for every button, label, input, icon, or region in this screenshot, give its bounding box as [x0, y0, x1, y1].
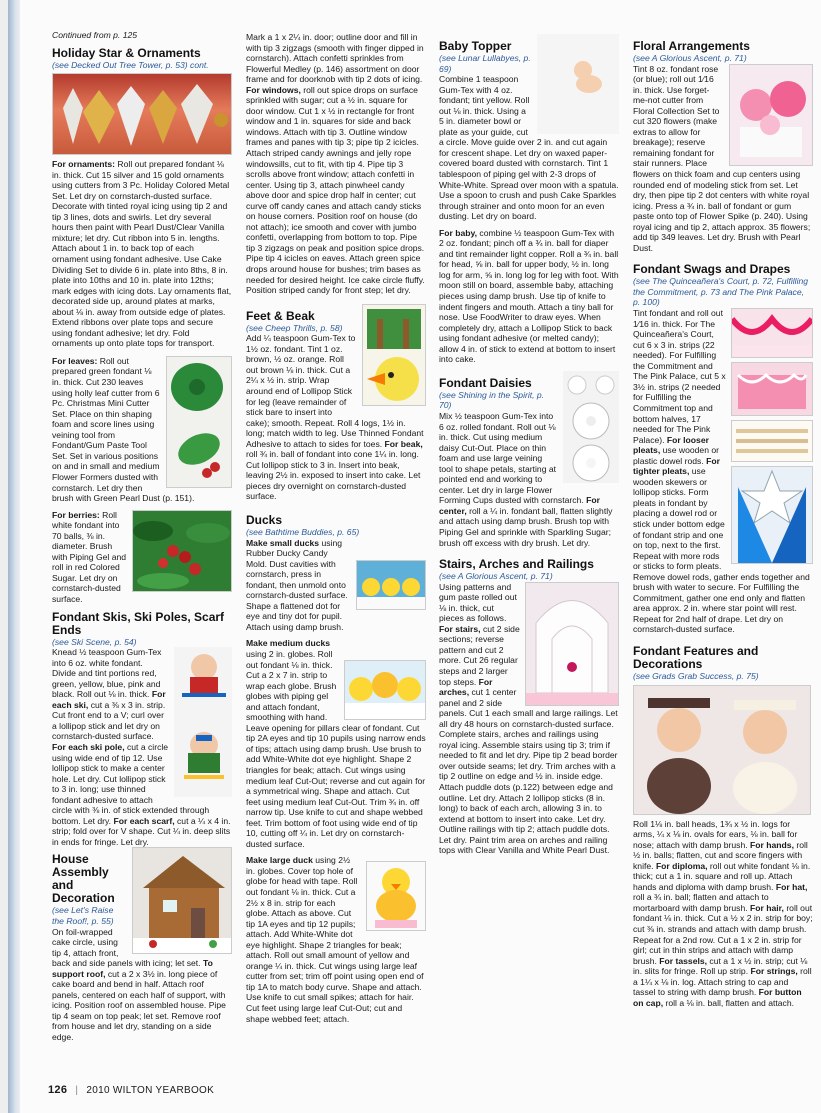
heading-daisies: Fondant Daisies — [439, 375, 532, 390]
source-floral: (see A Glorious Ascent, p. 71) — [633, 53, 747, 63]
source-skis: (see Ski Scene, p. 54) — [52, 636, 137, 647]
source-ducks: (see Bathtime Buddies, p. 65) — [246, 526, 360, 537]
text-feet: Add ¼ teaspoon Gum-Tex to 1½ oz. fondant. Tint 1 oz. brown, ½ oz. orange. Roll out brown ⅛ in. thick. Cut a 2¼ x ½ in. strip. Wrap around end of Lollipop Stick for leg (leave remainder of stick bare to insert into cake); smooth. Repeat. Roll 4 logs, 1½ in. long; match width to leg. Use Thinned Fondant Adhesive to attach to sides for toes. For beak, roll ¾ in. ball of fondant into cone 1¼ in. long. Cut lollipop stick to 3 in. Insert into beak, leaving 2½ in. exposed to insert into cake. Let pieces dry overnight on cornstarch-dusted surface. — [246, 333, 424, 502]
grads-photo — [633, 685, 811, 815]
small-ducks-photo — [356, 560, 426, 610]
berries-photo — [132, 510, 232, 592]
source-swags: (see The Quinceañera's Court, p. 72, Fulfilling the Commitment, p. 73 and The Pink Palace, p. 100) — [633, 276, 809, 308]
holly-leaves-illustration — [167, 357, 231, 487]
source-stairs: (see A Glorious Ascent, p. 71) — [439, 571, 553, 582]
column-2 — [246, 32, 426, 1024]
text-medium-ducks: Make medium ducks using 2 in. globes. Roll out fondant ⅛ in. thick. Cut a 2 x 7 in. strip to wrap each globe. Brush globes with piping gel and attach fondant, smoothing with hand. Leave opening for pillars clear of fondant. Cut tip 2A eyes and tip 10 pupils using narrow ends of tips; attach using damp brush. Use brush to add White-White dot eye highlight. Shape 2 triangles for beak; attach. Cut wings using medium leaf Cut-Out; reverse and cut again for a symmetrical wing. Shape and attach. Cut feet using medium leaf Cut-Out. Trim ¾ in. off narrow tip. Use knife to cut and shape webbed feet. Trim bottom of foot using wide end of tip 10, cutting off ¼ in. Let dry on cornstarch-dusted surface. — [246, 638, 426, 849]
large-duck-illustration — [367, 862, 425, 930]
heading-features: Fondant Features and Decorations — [633, 643, 759, 671]
text-leaves: For leaves: Roll out prepared green fondant ⅛ in. thick. Cut 230 leaves using holly leaf cutter from 6 Pc. Christmas Mini Cutter Set. Place on thin shaping foam and score lines using veining tool from Fondant/Gum Paste Tool Set. Set in various positions on and in small and medium Flower Formers dusted with cornstarch. Let dry then brush with Green Pearl Dust (p. 151). — [52, 355, 195, 504]
baby-moon-illustration — [537, 34, 619, 134]
graduates-illustration — [634, 686, 810, 814]
text-ornaments: For ornaments: Roll out prepared fondant ⅛ in. thick. Cut 15 silver and 15 gold ornaments using cutters from 3 Pc. Holiday Colored Metal Set. Let dry on cornstarch-dusted surface. Decorate with tinted royal icing using tip 2 and tip 3 lines, dots and swirls. Let dry several hours then paint with Pearl Dust/Clear Vanilla mixture; let dry. Cut ribbon into 5 in. lengths. Attach about 1 in. to back top of each ornament using fondant adhesive. Use Cake Dividing Set to divide 6 in. plate into 8ths, 8 in. plate into 10ths and 10 in. plate into 12ths; mark edges with icing dots. Lay ornaments flat, decorated side up, around plates at marks, about ⅛ in. away from outside edge of plates. Extend ribbons over plate tops and secure using fondant adhesive; let dry. Fold ornaments up onto plate tops for transport. — [52, 159, 232, 349]
heading-skis: Fondant Skis, Ski Poles, Scarf Ends — [52, 609, 225, 637]
arches-photo — [525, 582, 619, 706]
page-number: 126 — [48, 1084, 68, 1096]
source-feet: (see Cheep Thrills, p. 58) — [246, 322, 343, 333]
ski-figures-illustration — [174, 647, 232, 797]
leaves-photo — [166, 356, 232, 488]
text-large-duck: Make large duck using 2½ in. globes. Cover top hole of globe for head with tape. Roll out fondant ⅛ in. thick. Cut a 2½ x 8 in. strip for each globe. Attach as above. Cut tip 1A eyes and tip 12 pupils; attach. Add White-White dot eye highlight. Shape 2 triangles for beak; attach. Roll out small amount of yellow and orange ¼ in. thick. Cut wings using large leaf cutter from set; trim off point using open end of tip 1A to match body curve. Shape and attach. Use knife to cut small spikes; attach for hair. Cut feet using large leaf Cut-Out; cut and shape webbed feet; attach. — [246, 855, 424, 1024]
heading-house: House Assembly and Decoration — [52, 852, 115, 906]
text-features: Roll 1⅛ in. ball heads, 1¾ x ½ in. logs for arms, ¼ x ⅛ in. ovals for ears, ⅛ in. ball for nose; attach with damp brush. For hands, roll ½ in. balls; flatten, cut and score fingers with knife. For diploma, roll out white fondant ⅛ in. thick; cut a 1 in. square and roll up. Attach hands and diploma with damp brush. For hat, roll a ¾ in. ball; flatten and attach to mortarboard with damp brush. For hair, roll out fondant ⅛ in. thick. Cut a ½ x 2 in. strip for boy; cut ⅜ in. strands and attach with damp brush. Repeat for a 2nd row. Cut a 1 x 2 in. strip for girl; cut in thin strips and attach with damp brush. For tassels, cut a 1 x ½ in. strip; cut ⅛ in. slits for fringe. Roll up strip. For strings, roll a 1¼ x ⅛ in. log. Attach string to cap and tassel to string with damp brush. For button on cap, roll a ⅛ in. ball, flatten and attach. — [633, 818, 813, 1008]
text-baby: Combine 1 teaspoon Gum-Tex with 4 oz. fondant; tint yellow. Roll out ⅛ in. thick. Using a 5 in. diameter bowl or plate as your guide, cut a circle. Move guide over 2 in. and cut again for crescent shape. Let dry on waxed paper-covered board dusted with cornstarch. Tint 1 tablespoon of piping gel with 2-3 drops of White-White. Spread over moon with a spatula. Use a spoon to crush and push Cake Sparkles through strainer and onto moon for an even dusting. Let dry on board. — [439, 74, 619, 222]
column-1 — [52, 30, 232, 1043]
page — [8, 0, 821, 1113]
floral-illustration — [730, 65, 812, 165]
swags-photo-2 — [731, 362, 813, 416]
swags-photo-1 — [731, 308, 813, 358]
drapes-photo — [731, 466, 813, 564]
text-floral: Tint 8 oz. fondant rose (or blue); roll out 1⁄16 in. thick. Use forget-me-not cutter from Floral Collection Set to cut 320 flowers (make extras to allow for breakage); reserve remaining fondant for stair runners. Place flowers on thick foam and cup centers using rounded end of modeling stick from set. Let dry, then pipe tip 2 dot centers with white royal icing. Press a ¾ in. ball of fondant or gum paste onto top of Flower Spike (p. 240). Using royal icing and tip 2, attach approx. 35 flowers; add tip 349 leaves. Let dry. Brush with Pearl Dust. — [633, 63, 811, 253]
blue-drapes-illustration — [732, 467, 812, 563]
medium-ducks-illustration — [345, 661, 425, 719]
source-daisies: (see Shining in the Spirit, p. 70) — [439, 389, 545, 411]
berries-illustration — [133, 511, 231, 591]
pink-palace-illustration — [732, 363, 812, 415]
ornaments-illustration — [53, 74, 231, 154]
column-3 — [439, 34, 619, 856]
text-swags: Tint fondant and roll out 1⁄16 in. thick. For The Quinceañera's Court, cut 6 x 3 in. strips (22 needed). For Fulfilling the Commitment and The Pink Palace, cut 5 x 3½ in. strips (2 needed for Fulfilling the Commitment top and bottom halves, 17 needed for The Pink Palace). For looser pleats, use wooden or plastic dowel rods. For tighter pleats, use wooden skewers or lollipop sticks. Form pleats in fondant by placing a dowel rod or stick under bottom edge of fondant strip and one on top, next to the first. Repeat with more rods or sticks to form pleats. Remove dowel rods, gather ends together and brush with water to secure. For Fulfilling the Commitment, gather one end only and flatten area approx. 2 in. where star point will rest. Repeat for 2nd half of drape. Let dry on cornstarch-dusted surface. — [633, 308, 810, 635]
heading-swags: Fondant Swags and Drapes — [633, 262, 791, 277]
heading-baby: Baby Topper — [439, 39, 512, 53]
heading-holiday: Holiday Star & Ornaments — [52, 45, 201, 60]
feet-photo — [362, 304, 426, 406]
text-skis: Knead ½ teaspoon Gum-Tex into 6 oz. white fondant. Divide and tint portions red, green, yellow, blue, pink and black. Roll out ⅛ in. thick. For each ski, cut a ⅜ x 3 in. strip. Cut front end to a V; curl over a lollipop stick and let dry on cornstarch-dusted surface. For each ski pole, cut a circle using wide end of tip 12. Use lollipop stick to make a center hole. Let dry. Cut lollipop stick to 3 in. long; use thinned fondant adhesive to attach circle with ⅜ in. of stick extended through bottom. Let dry. For each scarf, cut a ¼ x 4 in. strip; fold over for V shape. Cut ¼ in. deep slits in ends for fringe. Let dry. — [52, 647, 231, 847]
baby-topper-photo — [537, 34, 619, 134]
text-small-ducks: Make small ducks using Rubber Ducky Candy Mold. Dust cavities with cornstarch, press in fondant, then unmold onto cornstarch-dusted surface. Shape a flattened dot for eye and tiny dot for pupil. Attach using damp brush. — [246, 537, 348, 632]
source-holiday: (see Decked Out Tree Tower, p. 53) cont. — [52, 59, 209, 70]
heading-floral: Floral Arrangements — [633, 39, 750, 53]
heading-feet: Feet & Beak — [246, 308, 315, 323]
dowel-rods-illustration — [732, 421, 812, 461]
footer-separator: | — [75, 1085, 79, 1096]
source-house: (see Let's Raise the Roof!, p. 55) — [52, 905, 114, 926]
footer-publication: 2010 WILTON YEARBOOK — [86, 1085, 215, 1096]
text-stairs: Using patterns and gum paste rolled out ⅛ in. thick, cut pieces as follows. For stairs, cut 2 side sections; reverse pattern and cut 2 more. Cut 26 regular steps and 2 larger top steps. For arches, cut 1 center panel and 2 side panels. Cut 1 each small and large railings. Let all dry 48 hours on cornstarch-dusted surface. Complete stairs, arches and railings using royal icing. Assemble stairs using tip 3; trim if needed to fit and let dry. Pipe tip 2 bead border over outside seams; let dry. Trim arches with a tip 2 outline on edge and ½ in. inside edge. Attach puddle dots (p.122) between edge and outline. Let dry. Attach 2 lollipop sticks (8 in. long) to back of each arch, allowing 3 in. to extend at bottom to insert into cake. Let dry. Outline railings with tip 2; attach puddle dots. Let dry. Paint trim area on arches and railing tops with Clear Vanilla and White Pearl Dust. — [439, 581, 618, 856]
chick-feet-beak-illustration — [363, 305, 425, 405]
daisies-photo — [563, 371, 619, 483]
source-features: (see Grads Grab Success, p. 75) — [633, 670, 759, 681]
floral-photo — [729, 64, 813, 166]
text-for-baby: For baby, combine ½ teaspoon Gum-Tex with 2 oz. fondant; pinch off a ¾ in. ball for diaper and tint remainder light copper. Roll a ¾ in. ball for head, ⅝ in. ball for upper body, ½ in. long log for arm, ⅝ in. long log for leg with foot. With moon still on board, assemble baby, attaching pieces using damp brush. Use tip of knife to indent fingers and mouth. Attach a tiny ball for nose. Use FoodWriter to draw eyes. When completely dry, attach a Lollipop Stick to back using fondant adhesive (or melted candy); allow 4 in. of stick to extend at bottom to insert into cake. — [439, 227, 619, 365]
large-duck-photo — [366, 861, 426, 931]
source-baby: (see Lunar Lullabyes, p. 69) — [439, 53, 531, 74]
house-photo — [132, 847, 232, 954]
pink-swags-illustration — [732, 309, 812, 357]
text-house-cont: Mark a 1 x 2¼ in. door; outline door and fill in with tip 3 zigzags (smooth with finger dipped in cornstarch). Attach confetti sprinkles from Flowerful Medley (p. 146) assortment on door frame and for doorknob with tip 2 dots of icing. For windows, roll out spice drops on surface sprinkled with sugar; cut a ½ in. square for door window. Cut 1 x ½ in rectangle for front window and 1 in. squares for side and back windows. Attach with tip 3. Outline window frames and panes with tip 3; pipe tip 2 icicles. Attach striped candy awnings and jelly rope windowsills, cut to fit, with tip 4. Pipe tip 3 scrolls above front window; attach confetti in center. Using tip 3, attach pinwheel candy above door and spice drop half in center; cut curve off candy canes and attach candy sticks on house corners. Position roof on house (do not attach); ice smooth and cover with jumbo confetti, overlapping from bottom to top. Pipe tip 3 zigzags on peak and position spice drops. Pipe tip 4 icicles on eaves. Attach green spice drops around house for bushes; trim bases as needed for desired height. Ice cake circle fluffy. Position striped candy for front step; let dry. — [246, 32, 425, 296]
arches-illustration — [526, 583, 618, 705]
text-house: On foil-wrapped cake circle, using tip 4, attach front, back and side panels with icing; let set. To support roof, cut a 2 x 3½ in. long piece of cake board and bend in half. Attach roof panels, centered on each half of support, with icing. Position roof on assembled house. Pipe tip 4 seam on top peak; let set. Remove roof from house and let dry, standing on a side edge. — [52, 926, 226, 1043]
page-footer — [48, 1084, 214, 1096]
page-edge-shadow — [8, 0, 20, 1113]
heading-stairs: Stairs, Arches and Railings — [439, 557, 594, 572]
small-ducks-illustration — [357, 561, 425, 609]
dowel-rods-photo — [731, 420, 813, 462]
skis-photo — [174, 647, 232, 797]
continued-note: Continued from p. 125 — [52, 30, 138, 40]
heading-ducks: Ducks — [246, 512, 283, 527]
text-daisies: Mix ½ teaspoon Gum-Tex into 6 oz. rolled fondant. Roll out ⅛ in. thick. Cut using medium daisy Cut-Out. Place on thin foam and use large veining tool to shape petals, starting at pointed end and working to center. Let dry in large Flower Forming Cups dusted with cornstarch. For center, roll a ¼ in. fondant ball, flatten slightly and attach using damp brush. Brush top with Piping Gel and sprinkle with Sparkling Sugar; brush off excess with dry brush. Let dry. — [439, 410, 613, 548]
column-4 — [633, 34, 813, 1008]
daisies-illustration — [563, 371, 619, 483]
medium-ducks-photo — [344, 660, 426, 720]
gingerbread-house-illustration — [133, 848, 231, 953]
text-berries: For berries: Roll white fondant into 70 balls, ⅜ in. diameter. Brush with Piping Gel and roll in red Colored Sugar. Let dry on cornstarch-dusted surface. — [52, 509, 127, 604]
ornaments-photo — [52, 73, 232, 155]
